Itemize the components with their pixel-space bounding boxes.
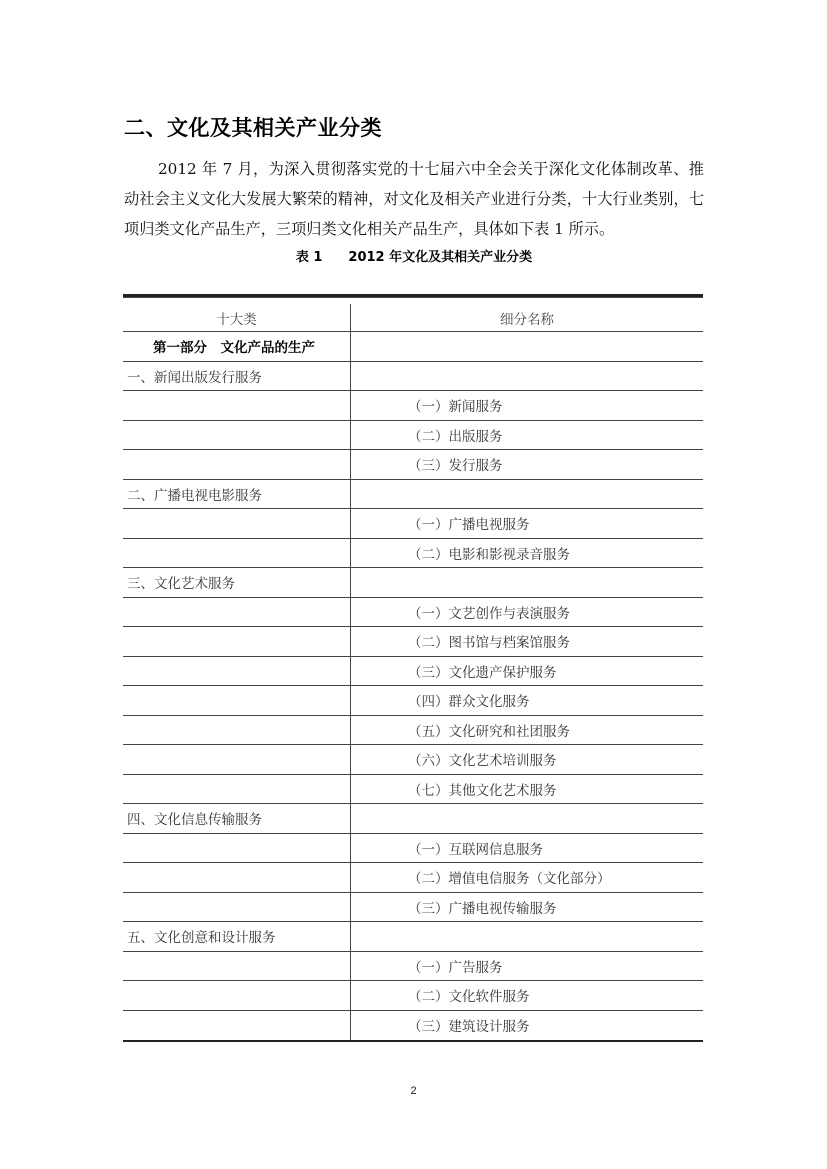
category-cell: 二、广播电视电影服务	[123, 480, 351, 509]
intro-paragraph: 2012 年 7 月，为深入贯彻落实党的十七届六中全会关于深化文化体制改革、推动社会主义文化大发展大繁荣的精神，对文化及相关产业进行分类，十大行业类别，七项归类文化产品生产，三项归类文化相关产品生产，具体如下表 1 所示。	[124, 160, 704, 238]
category-cell	[123, 627, 351, 656]
table-row	[123, 421, 703, 451]
subcategory-cell: （五）文化研究和社团服务	[408, 723, 570, 740]
subcategory-cell: （二）图书馆与档案馆服务	[408, 635, 570, 652]
table-row	[123, 686, 703, 716]
table-caption-label: 表 1	[295, 250, 323, 265]
subcategory-cell: （一）互联网信息服务	[408, 841, 543, 858]
category-cell	[123, 893, 351, 922]
table-caption	[124, 246, 704, 265]
subcategory-cell	[351, 568, 703, 597]
category-cell	[123, 834, 351, 863]
table-row	[123, 598, 703, 628]
category-cell	[123, 539, 351, 568]
table-row	[123, 952, 703, 982]
table-part-row	[123, 332, 703, 362]
subcategory-cell	[351, 922, 703, 951]
subcategory-cell: （四）群众文化服务	[408, 694, 530, 711]
table-row	[123, 539, 703, 569]
subcategory-cell: （二）增值电信服务（文化部分）	[408, 871, 611, 888]
header-col-subcategory: 细分名称	[500, 311, 554, 328]
category-cell	[123, 863, 351, 892]
subcategory-cell: （六）文化艺术培训服务	[408, 753, 557, 770]
subcategory-cell	[351, 480, 703, 509]
category-cell	[123, 686, 351, 715]
table-row	[123, 922, 703, 952]
table-header-row	[123, 297, 703, 332]
table-row	[123, 775, 703, 805]
subcategory-cell: （三）发行服务	[408, 458, 503, 475]
table-row	[123, 804, 703, 834]
subcategory-cell	[351, 362, 703, 391]
table-row	[123, 391, 703, 421]
category-cell	[123, 509, 351, 538]
category-cell	[123, 716, 351, 745]
table-row	[123, 981, 703, 1011]
subcategory-cell: （二）电影和影视录音服务	[408, 546, 570, 563]
table-row	[123, 1011, 703, 1041]
page-number: 2	[410, 1085, 417, 1097]
category-cell	[123, 745, 351, 774]
part-label: 第一部分 文化产品的生产	[123, 332, 351, 361]
table-row	[123, 745, 703, 775]
category-cell	[123, 952, 351, 981]
category-cell	[123, 598, 351, 627]
table-row	[123, 627, 703, 657]
subcategory-cell	[351, 804, 703, 833]
subcategory-cell: （二）文化软件服务	[408, 989, 530, 1006]
subcategory-cell: （三）文化遗产保护服务	[408, 664, 557, 681]
subcategory-cell: （三）建筑设计服务	[408, 1019, 530, 1036]
subcategory-cell: （一）广播电视服务	[408, 517, 530, 534]
table-caption-title: 2012 年文化及其相关产业分类	[348, 250, 533, 265]
category-cell	[123, 981, 351, 1010]
header-col-category: 十大类	[123, 304, 351, 331]
subcategory-cell: （三）广播电视传输服务	[408, 900, 557, 917]
table-row	[123, 509, 703, 539]
category-cell: 一、新闻出版发行服务	[123, 362, 351, 391]
table-row	[123, 834, 703, 864]
category-cell	[123, 421, 351, 450]
industry-classification-table	[123, 294, 703, 1042]
category-cell	[123, 450, 351, 479]
category-cell	[123, 657, 351, 686]
category-cell	[123, 1011, 351, 1041]
table-row	[123, 657, 703, 687]
table-row	[123, 893, 703, 923]
table-row	[123, 863, 703, 893]
table-row	[123, 716, 703, 746]
subcategory-cell: （一）文艺创作与表演服务	[408, 605, 570, 622]
section-heading: 二、文化及其相关产业分类	[124, 116, 382, 140]
subcategory-cell: （七）其他文化艺术服务	[408, 782, 557, 799]
category-cell: 四、文化信息传输服务	[123, 804, 351, 833]
category-cell: 五、文化创意和设计服务	[123, 922, 351, 951]
table-row	[123, 568, 703, 598]
subcategory-cell: （一）广告服务	[408, 959, 503, 976]
table-row	[123, 480, 703, 510]
subcategory-cell: （一）新闻服务	[408, 399, 503, 416]
table-row	[123, 362, 703, 392]
part-empty-cell	[351, 332, 703, 361]
category-cell	[123, 775, 351, 804]
category-cell	[123, 391, 351, 420]
table-row	[123, 450, 703, 480]
category-cell: 三、文化艺术服务	[123, 568, 351, 597]
subcategory-cell: （二）出版服务	[408, 428, 503, 445]
